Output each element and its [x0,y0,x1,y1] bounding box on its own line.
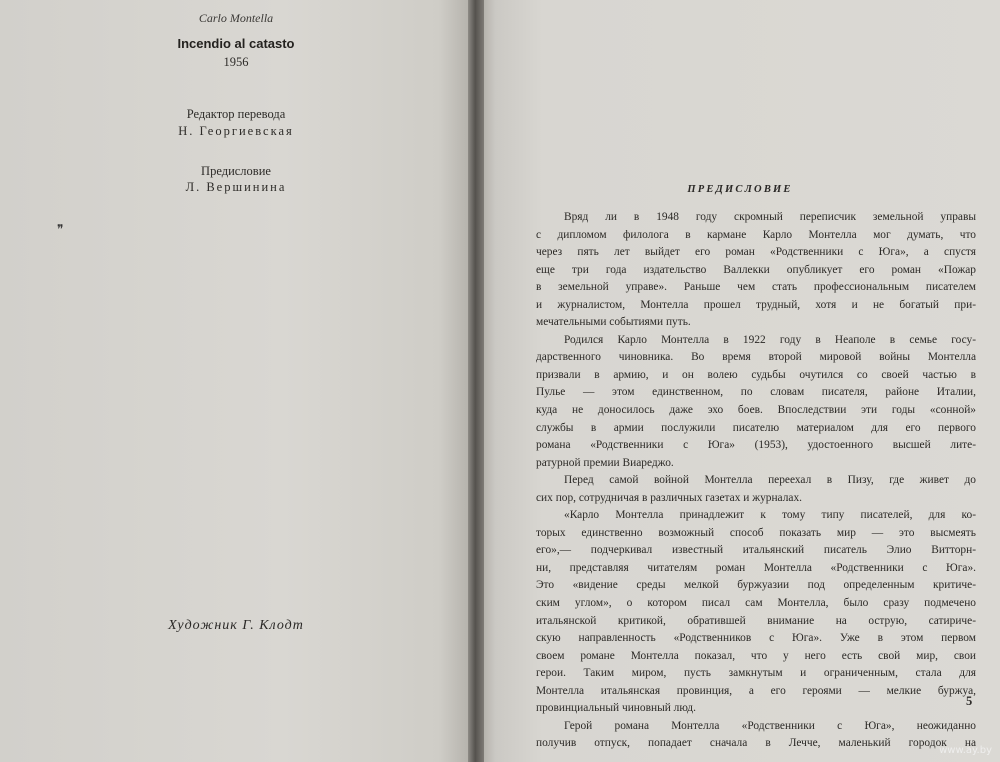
preface-body [536,209,976,753]
text-line: ратурной премии Виареджо. [536,456,674,469]
text-line: Перед самой войной Монтелла переехал в Пизу, где живет до [564,474,976,487]
text-line: итальянской критикой, обратившей внимание на острую, сатириче- [536,614,976,627]
text-line: «Карло Монтелла принадлежит к тому типу писателей, для ко- [564,509,976,522]
text-line: еще три года издательство Валлекки опубликует его роман «Пожар [536,263,976,276]
text-line: романа «Родственники с Юга» (1953), удостоенного высшей лите- [536,439,976,452]
text-line: куда не доносилось даже эхо боев. Впоследствии эти годы «сонной» [536,404,976,417]
text-line: торых единственно возможный способ показать мир — это высмеять [536,526,976,539]
text-line: призвали в армию, и он волею судьбы очутился со своей частью в [536,368,976,381]
ink-mark-icon: ❞ [57,222,64,236]
original-title: Incendio al catasto [177,36,295,51]
text-line: ским углом», о котором писал сам Монтелла, было сразу подмечено [536,597,976,610]
preface-author: Л. Вершинина [185,180,287,194]
text-line: сих пор, сотрудничая в различных газетах и журналах. [536,491,802,504]
text-line: ни, представляя читателям роман Монтелла «Родственники с Юга». [536,561,976,574]
original-year: 1956 [223,55,249,69]
site-watermark: www.ay.by [939,745,992,756]
text-line: Пулье — этом единственном, по словам писателя, районе Италии, [536,386,976,399]
text-line: Вряд ли в 1948 году скромный переписчик земельной управы [564,211,976,223]
text-line: через пять лет выйдет его роман «Родственники с Юга», а спустя [536,246,976,259]
text-line: службы в армии послужили писателю материалом для его первого [536,421,976,434]
preface-label: Предисловие [201,164,271,178]
original-author: Carlo Montella [198,11,274,25]
text-line: получив отпуск, попадает сначала в Лечче, маленький городок на [536,737,976,750]
text-line: с дипломом филолога в кармане Карло Монтелла мог думать, что [536,228,976,241]
text-line: Это «видение среды мелкой буржуазии под определенным критиче- [536,579,976,592]
text-line: Герой романа Монтелла «Родственники с Юга», неожиданно [564,719,976,732]
text-line: его»,— подчеркивал известный итальянский писатель Элио Витторн- [536,544,976,557]
text-line: своем романе Монтелла показал, что у него есть свой мир, свои [536,649,976,662]
artist-credit: Художник Г. Клодт [168,618,304,633]
text-line: мечательными событиями путь. [536,316,691,329]
preface-heading: ПРЕДИСЛОВИЕ [687,184,793,195]
text-line: Родился Карло Монтелла в 1922 году в Неаполе в семье госу- [564,333,976,346]
text-line: провинциальный чиновный люд. [536,702,696,715]
text-line: Монтелла итальянская провинция, а его героями — мелкие буржуа, [536,684,976,697]
text-line: герои. Таким миром, пусть замкнутым и ограниченным, стала для [536,667,976,680]
translation-editor-name: Н. Георгиевская [178,124,294,138]
text-line: и журналистом, Монтелла прошел трудный, хотя и не богатый при- [536,298,976,311]
page-number: 5 [966,694,973,708]
text-line: скую направленность «Родственников с Юга». Уже в этом первом [536,632,976,645]
text-line: в земельной управе». Раньше чем стать профессиональным писателем [536,281,976,294]
translation-editor-label: Редактор перевода [186,107,286,121]
text-line: дарственного чиновника. Во время второй мировой войны Монтелла [536,351,976,364]
